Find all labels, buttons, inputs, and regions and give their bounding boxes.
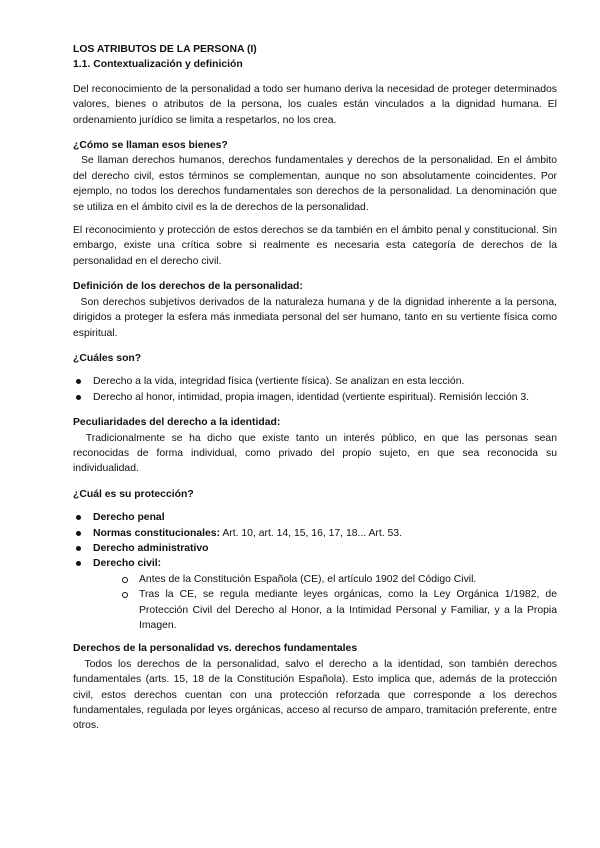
paragraph-como-se-llaman	[73, 153, 557, 215]
heading-como-se-llaman: ¿Cómo se llaman esos bienes?	[73, 140, 228, 152]
list-item	[73, 556, 557, 633]
sublist-item: Tras la CE, se regula mediante leyes orgánicas, como la Ley Orgánica 1/1982, de Protección Civil del Derecho al Honor, a la Intimidad Personal y Familiar, y a la Propia Imagen.	[119, 587, 557, 633]
document-body	[73, 42, 557, 742]
heading-proteccion: ¿Cuál es su protección?	[73, 488, 194, 500]
item-label: Derecho civil:	[93, 558, 162, 570]
paragraph-text: Tradicionalmente se ha dicho que existe tanto un interés público, en que las personas sean reconocidas de forma individual, como privado del propio sujeto, en que sea reconocida su individualidad.	[73, 432, 557, 475]
heading-identidad: Peculiaridades del derecho a la identidad:	[73, 417, 281, 429]
list-proteccion	[73, 510, 557, 633]
section-subtitle: 1.1. Contextualización y definición	[73, 59, 243, 71]
list-item: Derecho penal	[73, 510, 557, 525]
list-item: Derecho administrativo	[73, 541, 557, 556]
heading-definicion: Definición de los derechos de la personalidad:	[73, 281, 303, 293]
paragraph-identidad	[73, 431, 557, 477]
paragraph-definicion	[73, 295, 557, 341]
paragraph-text: Se llaman derechos humanos, derechos fundamentales y derechos de la personalidad. En el ámbito del derecho civil, estos términos se complementan, aunque no son absolutamente coincidentes. Por ejemplo, no todos los derechos fundamentales son derechos de la personalidad. La denominación que se utiliza en el ámbito civil es la de derechos de la personalidad.	[73, 155, 558, 213]
list-item: Derecho a la vida, integridad física (vertiente física). Se analizan en esta lección.	[73, 374, 557, 389]
paragraph-personalidad-vs-fundamentales	[73, 657, 557, 734]
sublist-item: Antes de la Constitución Española (CE), el artículo 1902 del Código Civil.	[119, 572, 557, 587]
item-text: Art. 10, art. 14, 15, 16, 17, 18... Art. 53.	[220, 527, 402, 539]
intro-paragraph: Del reconocimiento de la personalidad a todo ser humano deriva la necesidad de proteger determinados valores, bienes o atributos de la persona, los cuales están vinculados a la dignidad humana. El ordenamiento jurídico se limita a respetarlos, no los crea.	[73, 83, 557, 126]
list-cuales-son	[73, 374, 557, 405]
item-label: Normas constitucionales:	[93, 527, 221, 539]
sublist-derecho-civil	[93, 572, 557, 634]
list-item: Derecho al honor, intimidad, propia imagen, identidad (vertiente espiritual). Remisión lección 3.	[73, 390, 557, 405]
paragraph-text: Son derechos subjetivos derivados de la naturaleza humana y de la dignidad inherente a la persona, dirigidos a proteger la esfera más inmediata personal del ser humano, tanto en su vertiente física como espiritual.	[73, 296, 557, 339]
list-item	[73, 526, 557, 541]
paragraph-text: Todos los derechos de la personalidad, salvo el derecho a la identidad, son también derechos fundamentales (arts. 15, 18 de la Constitución Española). Esto implica que, además de la protección civil, estos derechos cuentan con una protección reforzada que corresponde a los derechos fundamentales, regulada por leyes orgánicas, acceso al recurso de amparo, tramitación preferente, entre otros.	[73, 658, 557, 732]
paragraph-reconocimiento: El reconocimiento y protección de estos derechos se da también en el ámbito penal y constitucional. Sin embargo, existe una crítica sobre si realmente es necesaria esta categoría de derechos de la personalidad en el derecho civil.	[73, 225, 557, 267]
heading-personalidad-vs-fundamentales: Derechos de la personalidad vs. derechos fundamentales	[73, 643, 358, 655]
heading-cuales-son: ¿Cuáles son?	[73, 352, 142, 364]
document-title: LOS ATRIBUTOS DE LA PERSONA (I)	[73, 44, 257, 55]
